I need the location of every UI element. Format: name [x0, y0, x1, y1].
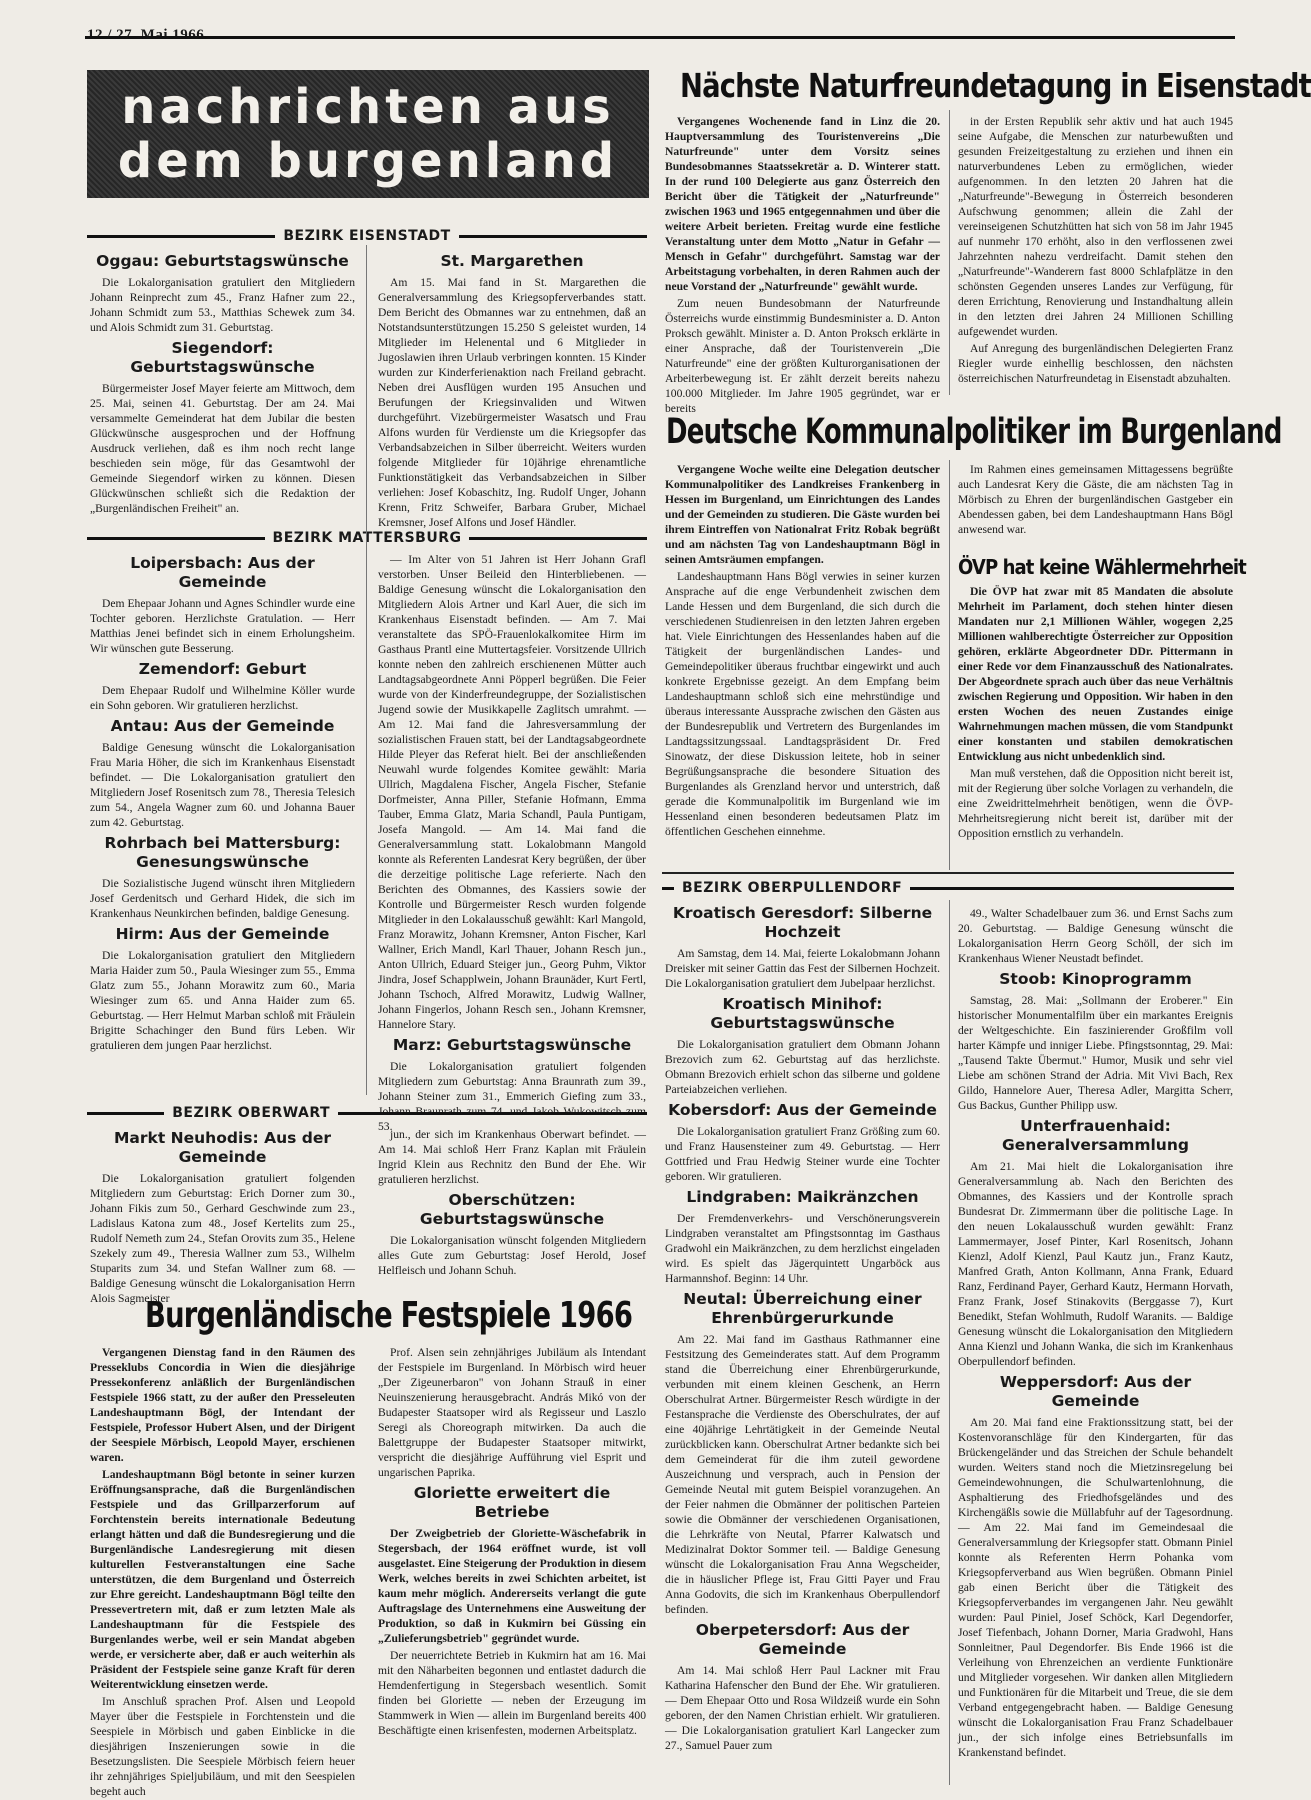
siegendorf-text: Bürgermeister Josef Mayer feierte am Mittwoch, dem 25. Mai, seinen 41. Geburtstag. Der am 24. Mai versammelte Gemeinderat hat dem Jubilar die besten Glückwünsche ausgesprochen und der Hoffnung Ausdruck verliehen, daß es ihm noch recht lange beschieden sein möge, für das Gesamtwohl der Gemeinde Siegendorf wirken zu können. Diesen Glückwünschen schließt sich die Redaktion der „Burgenländischen Freiheit" an. — [90, 382, 355, 515]
column-divider — [366, 245, 367, 1095]
oberpetersdorf-headline: Oberpetersdorf: Aus der Gemeinde — [695, 1621, 910, 1658]
article-kommunal-col1 — [665, 462, 940, 862]
fest-body2: Prof. Alsen sein zehnjähriges Jubiläum als Intendant der Festspiele im Burgenland. In Mörbisch wird heuer „Der Zigeunerbaron" von Johann Strauß in einer Neuinszenierung herausgebracht. András Mikó von der Budapester Staatsoper wird als Regisseur und Laszlo Seregi als Choreograph mitwirken. Da auch die Balettgruppe der Budapester Staatsoper mitwirkt, verspricht die diesjährige Aufführung viel Esprit und ungarischen Paprika. — [378, 1346, 646, 1479]
neutal-headline: Neutal: Überreichung einer Ehrenbürgerurkunde — [683, 1290, 922, 1327]
op-cont-text: 49., Walter Schadelbauer zum 36. und Ernst Sachs zum 20. Geburtstag. — Baldige Genesung wünscht die Lokalorganisation Herrn Georg Schöll, der sich im Krankenhaus Wiener Neustadt befindet. — [958, 907, 1233, 965]
fest-body1: Im Anschluß sprachen Prof. Alsen und Leopold Mayer über die Festspiele in Forchtenstein und die Seespiele in Mörbisch und gaben Einblicke in die diesjährigen Inszenierungen sowie in die Besetzungslisten. Die Seespiele Mörbisch feiern heuer ihr zehnjähriges Spieljubiläum, und mit den Seespielen begeht auch — [90, 1695, 355, 1798]
kobersdorf-text: Die Lokalorganisation gratuliert Franz Größing zum 60. und Franz Hausensteiner zum 49. Geburtstag. — Herr Gottfried und Frau Hedwig Steiner wurde eine Tochter geboren. Wir gratulieren. — [665, 1125, 940, 1183]
stoob-headline: Stoob: Kinoprogramm — [999, 970, 1192, 988]
weppersdorf-headline: Weppersdorf: Aus der Gemeinde — [999, 1373, 1192, 1410]
oberpullendorf-col2 — [958, 906, 1233, 1785]
lindgraben-text: Der Fremdenverkehrs- und Verschönerungsverein Lindgraben veranstaltet am Pfingstsonntag im Gasthaus Gradwohl ein Maikränzchen, zu dem herzlichst eingeladen wird. Es spielt das Jägerquintett Ungarböck aus Harmannshof. Beginn: 14 Uhr. — [665, 1212, 940, 1285]
minihof-headline: Kroatisch Minihof: Geburtstagswünsche — [710, 995, 895, 1032]
article-kommunal-col2 — [958, 462, 1233, 552]
nat-body1: Zum neuen Bundesobmann der Naturfreunde Österreichs wurde einstimmig Bundesminister a. D. Anton Proksch gewählt. Minister a. D. Anton Proksch erklärte in einer Ansprache, daß der Touristenverein „Die Naturfreunde" eine der größten Kulturorganisationen der Arbeiterbewegung ist. Er zählt derzeit bereits nahezu 100.000 Mitglieder. Im Jahre 1905 gegründet, war er bereits — [665, 297, 940, 415]
section-mattersburg: BEZIRK MATTERSBURG — [87, 530, 647, 546]
stmargarethen-text: Am 15. Mai fand in St. Margarethen die Generalversammlung des Kriegsopferverbandes statt. Dem Bericht des Obmannes war zu entnehmen, daß an Notstandsunterstützungen 15.250 S geleistet wurden, 14 Mitglieder im Helenental und 6 Mitglieder in Jugoslawien ihren Urlaub verbringen konnten. 15 Kinder wurden zur Kinderferienaktion nach Freiland gebracht. Neben drei Ausflügen wurden 195 Ansuchen und Berufungen der Kriegsinvaliden und Witwen durchgeführt. Vizebürgermeister Wasatsch und Frau Alfons wurden für Verdienste um die Kriegsopfer das Verbandsabzeichen in Silber überreicht. Weiters wurden folgende Mitglieder für 10jährige ehrenamtliche Funktionstätigkeit das Verbandsabzeichen in Silber verliehen: Josef Kobaschitz, Ing. Rudolf Unger, Johann Krenn, Fritz Schweifer, Barbara Gruber, Michael Kremsner, Josef Alfons und Josef Händler. — [378, 276, 646, 529]
section-eisenstadt: BEZIRK EISENSTADT — [87, 228, 647, 244]
oberpetersdorf-text: Am 14. Mai schloß Herr Paul Lackner mit Frau Katharina Hafenscher den Bund der Ehe. Wir gratulieren. — Dem Ehepaar Otto und Rosa Wildzeiß wurde ein Sohn geboren, der den Namen Christian erhielt. Wir gratulieren. — Die Lokalorganisation gratuliert Karl Langecker zum 27., Samuel Pauer zum — [665, 1664, 940, 1752]
gloriette-lead: Der Zweigbetrieb der Gloriette-Wäschefabrik in Stegersbach, der 1964 eröffnet wurde, ist voll ausgelastet. Eine Steigerung der Produktion in diesem Werk, welches bereits in zwei Schichten arbeitet, ist kaum mehr möglich. Andererseits verlangt die gute Auftragslage des Unternehmens eine Ausweitung der Produktion, so daß in Kukmirn bei Güssing ein „Zulieferungsbetrieb" gegründet wurde. — [378, 1527, 646, 1645]
eisenstadt-col2 — [378, 248, 646, 533]
unterfrauenhaid-text: Am 21. Mai hielt die Lokalorganisation ihre Generalversammlung ab. Nach den Berichten des Obmannes, des Kassiers und der Kontrolle sprach Bundesrat Dr. Zimmermann über die politische Lage. In den neuen Lokalausschuß wurden gewählt: Franz Lammermayer, Josef Pinter, Karl Rosenitsch, Johann Kienzl, Adolf Kienzl, Paul Kautz jun., Franz Kautz, Manfred Grath, Anton Kollmann, Anna Frank, Eduard Ranz, Ferdinand Payer, Gerhard Kautz, Hermann Horvath, Franz Frank, Josef Stinakovits (Berggasse 7), Kurt Benedikt, Stefan Wohlmuth, Rudolf Waranits. — Baldige Genesung wünscht die Lokalorganisation den Mitgliedern Anna Kienzl und Johann Wanka, die sich im Krankenhaus Oberpullendorf befinden. — [958, 1160, 1233, 1368]
section-oberpullendorf: BEZIRK OBERPULLENDORF — [662, 880, 1234, 896]
hirm-text: Die Lokalorganisation gratuliert den Mitgliedern Maria Haider zum 50., Paula Wiesinger zum 55., Emma Glatz zum 55., Johann Morawitz zum 60., Maria Wiesinger zum 65. und Anna Haider zum 65. Geburtstag. — Herr Helmut Marban schloß mit Fräulein Brigitte Schachinger den Bund fürs Leben. Wir gratulieren dem jungen Paar herzlichst. — [90, 949, 355, 1052]
antau-headline: Antau: Aus der Gemeinde — [110, 717, 335, 735]
header-rule — [85, 36, 1235, 39]
oberwart-cont-text: jun., der sich im Krankenhaus Oberwart befindet. — Am 14. Mai schloß Herr Franz Kaplan mit Fräulein Ingrid Klein aus Rechnitz den Bund der Ehe. Wir gratulieren herzlichst. — [378, 1128, 646, 1186]
lindgraben-headline: Lindgraben: Maikränzchen — [686, 1188, 919, 1206]
loipersbach-text: Dem Ehepaar Johann und Agnes Schindler wurde eine Tochter geboren. Herzlichste Gratulation. — Herr Matthias Jenei befindet sich in einem Erholungsheim. Wir wünschen gute Besserung. — [90, 597, 355, 655]
kom-body1: Landeshauptmann Hans Bögl verwies in seiner kurzen Ansprache auf die enge Verbundenheit zwischen dem Lande Hessen und dem Burgenland, die sich durch die verschiedenen Studienreisen in den letzten Jahren ergeben hat. Viele Einrichtungen des Hessenlandes haben auf die Tätigkeit der burgenländischen Landes- und Gemeindepolitiker überaus fruchtbar eingewirkt und auch konkrete Ergebnisse gezeigt. An dem Empfang beim Landeshauptmann schloß sich eine mehrstündige und überaus interessante Aussprache zwischen den Gästen aus der Bundesrepublik und Vertretern des Burgenlandes im Landtagssitzungssaal. Landtagspräsident Dr. Fred Sinowatz, der diese Diskussion leitete, hob in seiner Begrüßungsansprache die besondere Situation des Burgenlandes als Grenzland hervor und unterstrich, daß gerade die Kommunalpolitik im Burgenland wie im Hessenland einen besonderen bedeutsamen Platz im öffentlichen Geschehen einnehme. — [665, 570, 940, 838]
section-oberwart: BEZIRK OBERWART — [87, 1105, 647, 1121]
article-naturfreunde-col2 — [958, 114, 1233, 396]
headline-oevp: ÖVP hat keine Wählermehrheit — [958, 555, 1246, 579]
rohrbach-headline: Rohrbach bei Mattersburg: Genesungswünsche — [104, 834, 341, 871]
oggau-text: Die Lokalorganisation gratuliert den Mitgliedern Johann Reinprecht zum 45., Franz Hafner zum 22., Johann Schmidt zum 53., Matthias Schewek zum 34. und Alois Schmidt zum 31. Geburtstag. — [90, 276, 355, 334]
loipersbach-headline: Loipersbach: Aus der Gemeinde — [130, 554, 315, 591]
antau-text: Baldige Genesung wünscht die Lokalorganisation Frau Maria Höher, die sich im Krankenhaus Eisenstadt befindet. — Die Lokalorganisation gratuliert den Mitgliedern Josef Rosenitsch zum 78., Theresia Telesich zum 54., Angela Wagner zum 60. und Johanna Bauer zum 42. Geburtstag. — [90, 741, 355, 829]
geresdorf-text: Am Samstag, dem 14. Mai, feierte Lokalobmann Johann Dreisker mit seiner Gattin das Fest der Silbernen Hochzeit. Die Lokalorganisation gratuliert dem Jubelpaar herzlichst. — [665, 947, 940, 990]
column-divider — [949, 110, 950, 395]
article-oevp — [958, 584, 1233, 874]
kom-body2: Im Rahmen eines gemeinsamen Mittagessens begrüßte auch Landesrat Kery die Gäste, die am nächsten Tag in Mörbisch zu Ehren der burgenländischen Gastgeber ein Abendessen gaben, bei dem Landeshauptmann Hans Bögl anwesend war. — [958, 463, 1233, 536]
column-divider — [949, 900, 950, 1785]
kobersdorf-headline: Kobersdorf: Aus der Gemeinde — [668, 1101, 937, 1119]
masthead-line2: dem burgenland — [117, 133, 619, 189]
siegendorf-headline: Siegendorf: Geburtstagswünsche — [130, 339, 315, 376]
page-header: 12 / 27. Mai 1966 — [87, 27, 205, 43]
neutal-text: Am 22. Mai fand im Gasthaus Rathmanner eine Festsitzung des Gemeinderates statt. Auf dem Programm stand die Überreichung einer Ehrenbürgerurkunde, verbunden mit einem kleinen Geschenk, an Herrn Oberschulrat Artner. Bürgermeister Resch würdigte in der Festansprache die Verdienste des Oberschulrates, der auf eine 40jährige Lehrtätigkeit in der Gemeinde Neutal zurückblicken kann. Oberschulrat Artner bedankte sich bei dem Gemeinderat für die ihm zuteil gewordene Auszeichnung und versprach, auch in Pension der Gemeinde Neutal mit gutem Beispiel voranzugehen. An der Feier nahmen die Obmänner der politischen Parteien sowie die Obmänner der verschiedenen Organisationen, die Lehrkräfte von Neutal, Pfarrer Kalwatsch und Medizinalrat Doktor Sommer teil. — Baldige Genesung wünscht die Lokalorganisation Frau Anna Wegscheider, die in häuslicher Pflege ist, Frau Gitti Payer und Frau Anna Godovits, die sich im Krankenhaus Oberpullendorf befinden. — [665, 1333, 940, 1616]
marz-headline: Marz: Geburtstagswünsche — [392, 1036, 632, 1054]
gloriette-headline: Gloriette erweitert die Betriebe — [413, 1484, 611, 1521]
mattersburg-col2 — [378, 552, 646, 1133]
oberwart-col2 — [378, 1127, 646, 1292]
eisenstadt-col1 — [90, 248, 355, 533]
mattersburg-cont-text: — Im Alter von 51 Jahren ist Herr Johann Grafl verstorben. Unser Beileid den Hinterbliebenen. — Baldige Genesung wünscht die Lokalorganisation den Mitgliedern Alois Artner und Karl Auer, die sich im Krankenhaus Eisenstadt befinden. — Am 7. Mai veranstaltete das SPÖ-Frauenlokalkomitee Hirm im Gasthaus Prantl eine Muttertagsfeier. Vorsitzende Ullrich konnte neben den zahlreich erschienenen Mütter auch Landtagsabgeordnete Anni Pöpperl begrüßen. Die Feier wurde von der Kinderfreundegruppe, der Sozialistischen Jugend sowie der Musikkapelle Zaglitsch umrahmt. — Am 12. Mai fand die Jahresversammlung der sozialistischen Frauen statt, bei der Landtagsabgeordnete Hilde Pleyer das Referat hielt. Bei der anschließenden Neuwahl wurde folgendes Komitee gewählt: Maria Ullrich, Magdalena Fischer, Angela Fischer, Stefanie Dorfmeister, Anna Piller, Stefanie Hofmann, Emma Tauber, Emma Glatz, Maria Schandl, Paula Puntigam, Josefa Mangold. — Am 14. Mai fand die Generalversammlung statt. Lokalobmann Mangold konnte als Referenten Landesrat Kery begrüßen, der über die derzeitige politische Lage referierte. Nach den Berichten des Obmannes, des Kassiers sowie der Kontrolle und Bürgermeister Resch wurden folgende Mitglieder in den Lokalausschuß gewählt: Karl Mangold, Franz Morawitz, Johann Kremsner, Anton Fischer, Karl Wallner, Erich Mandl, Karl Thauer, Johann Resch jun., Anton Ullrich, Eduard Steiger jun., Georg Puhm, Viktor Jindra, Josef Schapplwein, Johann Braunäder, Kurt Fertl, Johann Tschoch, Alfred Morawitz, Ludwig Wallner, Johann Fingerlos, Johann Resch sen., Johann Kremsner, Hannelore Stary. — [378, 553, 646, 1031]
oberwart-col1 — [90, 1125, 355, 1305]
marz-text: Die Lokalorganisation gratuliert folgenden Mitgliedern zum Geburtstag: Anna Braunrath zum 39., Johann Steiner zum 31., Emmerich Giefing zum 33., Johann Braunrath zum 74. und Jakob Wukowitsch zum 53. — [378, 1060, 646, 1133]
nat-body2: in der Ersten Republik sehr aktiv und hat auch 1945 seine Aufgabe, die Menschen zur naturbewußten und gesunden Freizeitgestaltung zu erziehen und ihnen ein naturverbundenes Leben zu ermöglichen, wieder aufgenommen. In den letzten 20 Jahren hat die „Naturfreunde"-Bewegung in Österreich besonderen Aufschwung genommen; allein die Zahl der vereinseigenen Schutzhütten hat sich von 58 im Jahr 1945 auf nunmehr 170 erhöht, also in den verflossenen zwei Jahrzehnten nahezu verdreifacht. Damit stehen den „Naturfreunde"-Wanderern fast 8000 Schlafplätze in den schönsten Gegenden unseres Landes zur Verfügung, für deren Errichtung, Renovierung und Instandhaltung allein in den letzten drei Jahren 24 Millionen Schilling aufgewendet wurden. — [958, 115, 1233, 338]
festspiele-col1 — [90, 1345, 355, 1798]
minihof-text: Die Lokalorganisation gratuliert dem Obmann Johann Brezovich zum 62. Geburtstag auf das herzlichste. Obmann Brezovich erhielt schon das silberne und goldene Parteiabzeichen verliehen. — [665, 1038, 940, 1096]
article-naturfreunde-col1 — [665, 114, 940, 415]
festspiele-col2 — [378, 1345, 646, 1785]
oberschuetzen-text: Die Lokalorganisation wünscht folgenden Mitgliedern alles Gute zum Geburtstag: Josef Herold, Josef Helfleisch und Johann Schuh. — [378, 1234, 646, 1277]
oevp-lead: Die ÖVP hat zwar mit 85 Mandaten die absolute Mehrheit im Parlament, doch stehen hinter diesen Mandaten nur 2,1 Millionen Wähler, wogegen 2,25 Millionen wahlberechtigte Österreicher zur Opposition gehören, erklärte Abgeordneter DDr. Pittermann in einer Rede vor dem Finanzausschuß des Nationalrates. Der Abgeordnete sprach auch über das neue Verhältnis zwischen Regierung und Opposition. Wir haben in den ersten Wochen des neuen Zustandes einige Wahrnehmungen machen müssen, die vom Standpunkt einer konstanten und stabilen demokratischen Entwicklung aus nicht unbedenklich sind. — [958, 585, 1233, 763]
headline-festspiele: Burgenländische Festspiele 1966 — [145, 1295, 633, 1336]
mattersburg-col1 — [90, 550, 355, 1095]
zemendorf-headline: Zemendorf: Geburt — [138, 660, 307, 678]
oberschuetzen-headline: Oberschützen: Geburtstagswünsche — [419, 1191, 605, 1228]
rohrbach-text: Die Sozialistische Jugend wünscht ihren Mitgliedern Josef Gerdenitsch und Gerhard Hidek, die sich im Krankenhaus Neunkirchen befinden, baldige Genesung. — [90, 877, 355, 920]
masthead-line1: nachrichten aus — [121, 79, 615, 135]
weppersdorf-text: Am 20. Mai fand eine Fraktionssitzung statt, bei der Kostenvoranschläge für den Kindergarten, für das Brückengeländer und das Streichen der Schule behandelt wurden. Weiters stand noch die Mietzinsregelung bei Gemeindewohnungen, die Schulwartenlohnung, die Asphaltierung des Friedhofsgeländes und des Kirchengäßls sowie die Müllabfuhr auf der Tagesordnung. — Am 22. Mai fand im Gemeindesaal die Generalversammlung der Kriegsopfer statt. Obmann Piniel konnte als Referenten Herrn Pohanka vom Kriegsopferverband aus Wien begrüßen. Obmann Piniel gab einen Bericht über die Tätigkeit des Kriegsopferverbandes im vergangenen Jahr. Neu gewählt wurden: Paul Piniel, Josef Schöck, Karl Degendorfer, Josef Tiefenbach, Johann Dorner, Maria Gradwohl, Hans Sonnleitner, Paul Degendorfer. Bis Ende 1966 ist die Verleihung von Ehrenzeichen an verdiente Funktionäre und Mitglieder vorgesehen. Wir danken allen Mitgliedern und Funktionären für die Mitarbeit und Treue, die sie dem Verband entgegengebracht haben. — Baldige Genesung wünscht die Lokalorganisation Frau Franz Schadelbauer jun., der sich infolge eines Betriebsunfalls im Krankenstand befindet. — [958, 1416, 1233, 1759]
geresdorf-headline: Kroatisch Geresdorf: Silberne Hochzeit — [672, 904, 933, 941]
neuhodis-text: Die Lokalorganisation gratuliert folgenden Mitgliedern zum Geburtstag: Erich Dorner zum 30., Johann Fikis zum 50., Gerhard Geschwinde zum 23., Ladislaus Katona zum 48., Josef Kertelits zum 25., Rudolf Nemeth zum 24., Stefan Orovits zum 35., Helene Szekely zum 49., Theresia Wallner zum 53., Wilhelm Stuparits zum 34. und Stefan Wallner zum 68. — Baldige Genesung wünscht die Lokalorganisation Herrn Alois Sagmeister — [90, 1172, 355, 1305]
neuhodis-headline: Markt Neuhodis: Aus der Gemeinde — [114, 1129, 331, 1166]
hirm-headline: Hirm: Aus der Gemeinde — [115, 925, 330, 943]
oberpullendorf-col1 — [665, 900, 940, 1785]
fest-lead2: Landeshauptmann Bögl betonte in seiner kurzen Eröffnungsansprache, daß die Burgenländischen Festspiele und das Grillparzerforum auf Forchtenstein bereits internationale Bedeutung erlangt hätten und daß die Bundesregierung und die Burgenländische Landesregierung mit diesen kulturellen Festveranstaltungen eine Sache unterstützen, die dem Burgenland und Österreich zur Ehre gereicht. Landeshauptmann Bögl teilte den Pressevertretern mit, daß er zum letzten Male als Landeshauptmann für die Festspiele des Burgenlandes werbe, weil er sein Mandat abgeben werde, er versicherte aber, daß er auch weiterhin als Präsident der Festspiele seine ganze Kraft für deren Weiterentwicklung einsetzen werde. — [90, 1468, 355, 1691]
oevp-body: Man muß verstehen, daß die Opposition nicht bereit ist, mit der Regierung über solche Vorlagen zu verhandeln, die eine Zweidrittelmehrheit benötigen, wenn die ÖVP-Mehrheitsregierung nicht bereit ist, darüber mit der Opposition ernstlich zu verhandeln. — [958, 767, 1233, 840]
unterfrauenhaid-headline: Unterfrauenhaid: Generalversammlung — [1002, 1117, 1189, 1154]
headline-kommunal: Deutsche Kommunalpolitiker im Burgenland — [666, 412, 1282, 452]
fest-lead: Vergangenen Dienstag fand in den Räumen des Presseklubs Concordia in Wien die diesjährige Pressekonferenz anläßlich der Burgenländischen Festspiele 1966 statt, zu der außer den Presseleuten Landeshauptmann Bögl, der Intendant der Festspiele, Professor Hubert Alsen, und der Dirigent der Seespiele Mörbisch, Leopold Mayer, erschienen waren. — [90, 1346, 355, 1464]
oggau-headline: Oggau: Geburtstagswünsche — [96, 252, 349, 270]
kom-lead: Vergangene Woche weilte eine Delegation deutscher Kommunalpolitiker des Landkreises Frankenberg in Hessen im Burgenland, um Einrichtungen des Landes und der Gemeinden zu studieren. Die Gäste wurden bei ihrem Eintreffen von Nationalrat Fritz Robak begrüßt und am nächsten Tag von Landeshauptmann Bögl in seinen Amtsräumen empfangen. — [665, 463, 940, 566]
headline-naturfreunde: Nächste Naturfreundetagung in Eisenstadt — [680, 66, 1311, 105]
gloriette-body: Der neuerrichtete Betrieb in Kukmirn hat am 16. Mai mit den Näharbeiten begonnen und entlastet dadurch die Hemdenfertigung in Stegersbach wesentlich. Somit finden bei Gloriette — neben der Erzeugung im Stammwerk in Wien — allein im Burgenland bereits 400 Beschäftigte einen krisenfesten, modernen Arbeitsplatz. — [378, 1649, 646, 1737]
column-divider — [949, 460, 950, 870]
nat-body3: Auf Anregung des burgenländischen Delegierten Franz Riegler wurde einhellig beschlossen, den nächsten österreichischen Naturfreundetag in Eisenstadt abzuhalten. — [958, 342, 1233, 385]
stmargarethen-headline: St. Margarethen — [440, 252, 584, 270]
masthead — [87, 70, 649, 198]
nat-lead: Vergangenes Wochenende fand in Linz die 20. Hauptversammlung des Touristenvereins „Die Naturfreunde" unter dem Vorsitz seines Bundesobmannes Staatssekretär a. D. Winterer statt. In der rund 100 Delegierte aus ganz Österreich den Bericht über die Tätigkeit der „Naturfreunde" zwischen 1963 und 1965 entgegennahmen und über die weitere Arbeit berieten. Freitag wurde eine festliche Veranstaltung unter dem Motto „Natur in Gefahr — Mensch in Gefahr" durchgeführt. Samstag war der Arbeitstagung vorbehalten, in deren Rahmen auch der neue Vorstand der „Naturfreunde" gewählt wurde. — [665, 115, 940, 293]
zemendorf-text: Dem Ehepaar Rudolf und Wilhelmine Köller wurde ein Sohn geboren. Wir gratulieren herzlichst. — [90, 684, 355, 712]
stoob-text: Samstag, 28. Mai: „Sollmann der Eroberer." Ein historischer Monumentalfilm über ein markantes Ereignis der Weltgeschichte. Ein faszinierender Großfilm voll harter Kämpfe und inniger Liebe. Pfingstsonntag, 29. Mai: „Tausend Takte Übermut." Humor, Musik und sehr viel Liebe am schönen Strand der Adria. Mit Vivi Bach, Rex Gildo, Hannelore Auer, Theresa Adler, Margitta Scherr, Gus Backus, Gunther Philipp usw. — [958, 994, 1233, 1112]
section-rule — [662, 872, 1234, 874]
